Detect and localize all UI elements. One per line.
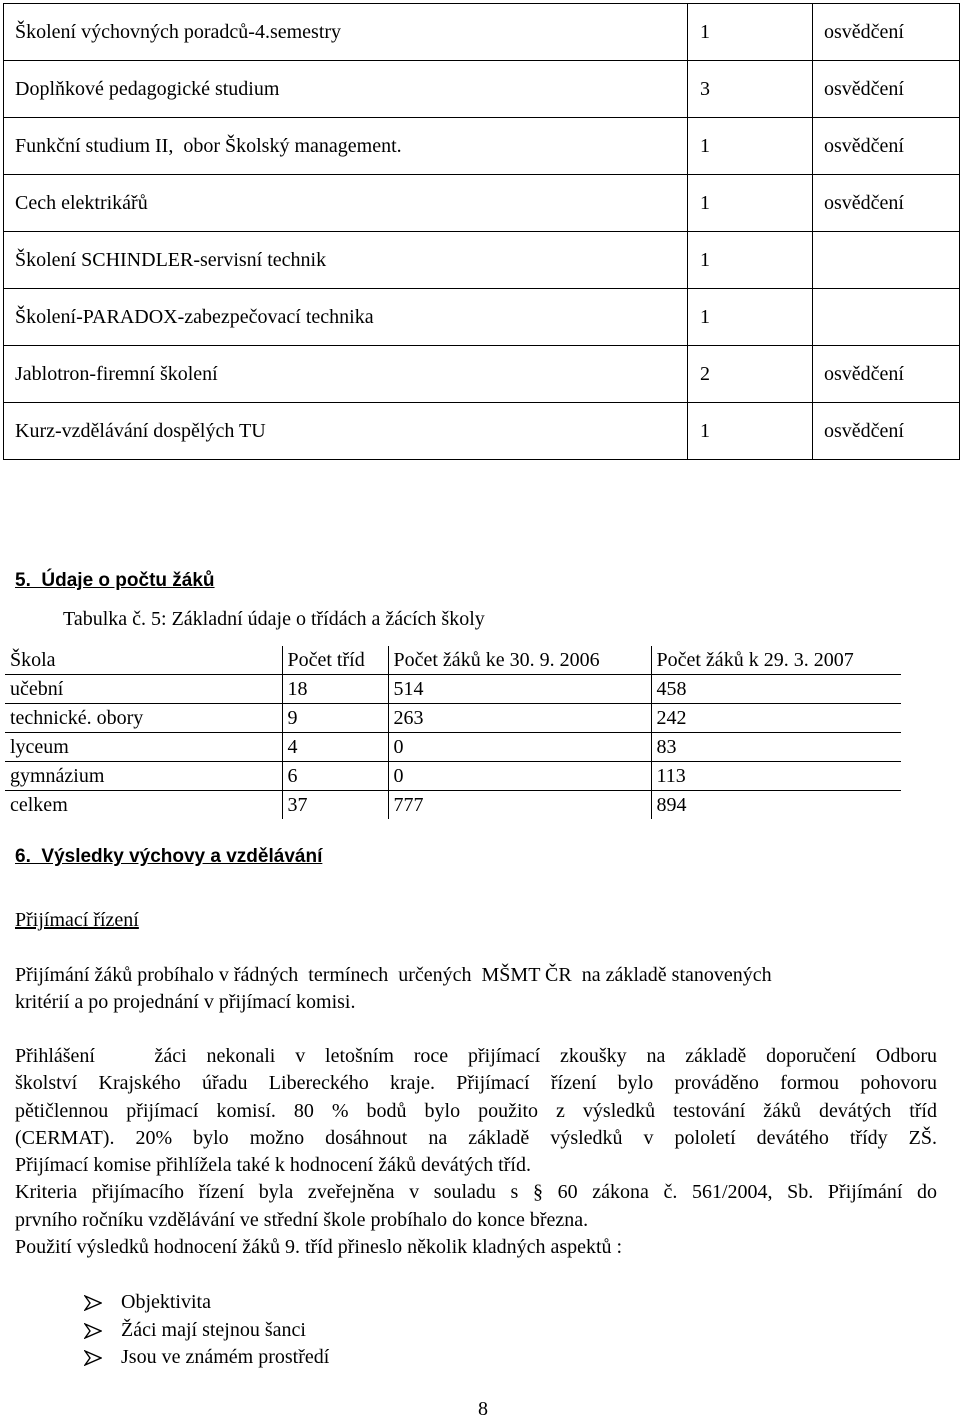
course-result: osvědčení	[813, 118, 960, 175]
table-row	[4, 118, 960, 175]
table-cell: 894	[651, 791, 901, 820]
table-row	[5, 762, 901, 791]
list-item-text: Jsou ve známém prostředí	[121, 1346, 330, 1368]
course-result: osvědčení	[813, 175, 960, 232]
table-cell: technické. obory	[5, 704, 282, 733]
column-header: Počet žáků k 29. 3. 2007	[651, 646, 901, 675]
table-row	[5, 791, 901, 820]
course-count: 1	[688, 118, 813, 175]
table-row	[4, 346, 960, 403]
bullet-list	[84, 1289, 329, 1372]
table-row	[4, 403, 960, 460]
table-cell: gymnázium	[5, 762, 282, 791]
paragraph-line: Přijímací komise přihlížela také k hodnocení žáků devátých tříd.	[15, 1154, 531, 1177]
table-cell: 83	[651, 733, 901, 762]
course-result: osvědčení	[813, 61, 960, 118]
course-count: 1	[688, 175, 813, 232]
paragraph-line: Přihlášení žáci nekonali v letošním roce přijímací zkoušky na základě doporučení Odboru	[15, 1045, 937, 1067]
section-5-heading: 5. Údaje o počtu žáků	[15, 570, 215, 591]
course-name: Cech elektrikářů	[4, 175, 688, 232]
column-header: Počet žáků ke 30. 9. 2006	[388, 646, 651, 675]
table-row	[4, 61, 960, 118]
course-count: 1	[688, 289, 813, 346]
course-name: Doplňkové pedagogické studium	[4, 61, 688, 118]
paragraph-line: kritérií a po projednání v přijímací komisi.	[15, 991, 356, 1014]
table-cell: 0	[388, 762, 651, 791]
table-cell: 6	[282, 762, 388, 791]
table-cell: 4	[282, 733, 388, 762]
paragraph-line: školství Krajského úřadu Libereckého kraje. Přijímací řízení bylo prováděno formou pohovoru	[15, 1072, 937, 1095]
table-row	[5, 733, 901, 762]
table-caption: Tabulka č. 5: Základní údaje o třídách a žácích školy	[63, 608, 485, 630]
course-count: 2	[688, 346, 813, 403]
table-cell: učební	[5, 675, 282, 704]
list-item	[84, 1317, 329, 1345]
table-cell: 113	[651, 762, 901, 791]
course-result	[813, 289, 960, 346]
admission-subheading: Přijímací řízení	[15, 909, 139, 931]
table-row	[4, 175, 960, 232]
arrow-bullet-icon	[84, 1323, 102, 1339]
table-cell: lyceum	[5, 733, 282, 762]
arrow-bullet-icon	[84, 1295, 102, 1311]
course-result: osvědčení	[813, 403, 960, 460]
course-name: Kurz-vzdělávání dospělých TU	[4, 403, 688, 460]
table-cell: 458	[651, 675, 901, 704]
paragraph-line: (CERMAT). 20% bylo možno dosáhnout na základě výsledků v pololetí devátého třídy ZŠ.	[15, 1126, 937, 1149]
course-name: Školení výchovných poradců-4.semestry	[4, 4, 688, 61]
list-item	[84, 1344, 329, 1372]
table-cell: 242	[651, 704, 901, 733]
training-table	[3, 3, 960, 460]
course-result: osvědčení	[813, 346, 960, 403]
course-result	[813, 232, 960, 289]
course-name: Školení SCHINDLER-servisní technik	[4, 232, 688, 289]
page-number: 8	[478, 1398, 488, 1420]
table-cell: 9	[282, 704, 388, 733]
table-cell: celkem	[5, 791, 282, 820]
pupils-table	[5, 646, 901, 819]
table-header-row	[5, 646, 901, 675]
paragraph-line: Kriteria přijímacího řízení byla zveřejněna v souladu s § 60 zákona č. 561/2004, Sb. Přijímání do	[15, 1181, 937, 1204]
paragraph-line: Přijímání žáků probíhalo v řádných termínech určených MŠMT ČR na základě stanovených	[15, 964, 772, 986]
table-cell: 37	[282, 791, 388, 820]
table-cell: 0	[388, 733, 651, 762]
paragraph-line: pětičlennou přijímací komisí. 80 % bodů bylo použito z výsledků testování žáků devátých tříd	[15, 1099, 937, 1122]
table-row	[4, 289, 960, 346]
course-count: 3	[688, 61, 813, 118]
list-item	[84, 1289, 329, 1317]
list-item-text: Objektivita	[121, 1291, 211, 1313]
paragraph-line: prvního ročníku vzdělávání ve střední škole probíhalo do konce března.	[15, 1208, 589, 1231]
course-count: 1	[688, 403, 813, 460]
course-count: 1	[688, 4, 813, 61]
column-header: Počet tříd	[282, 646, 388, 675]
table-cell: 263	[388, 704, 651, 733]
section-6-heading: 6. Výsledky výchovy a vzdělávání	[15, 846, 323, 867]
paragraph-1	[15, 962, 937, 1017]
course-name: Školení-PARADOX-zabezpečovací technika	[4, 289, 688, 346]
table-row	[5, 675, 901, 704]
course-name: Funkční studium II, obor Školský management.	[4, 118, 688, 175]
paragraph-line: Použití výsledků hodnocení žáků 9. tříd přineslo několik kladných aspektů :	[15, 1236, 623, 1259]
list-item-text: Žáci mají stejnou šanci	[121, 1318, 306, 1341]
course-result: osvědčení	[813, 4, 960, 61]
course-count: 1	[688, 232, 813, 289]
arrow-bullet-icon	[84, 1350, 102, 1366]
table-row	[5, 704, 901, 733]
paragraph-2	[15, 1043, 937, 1261]
table-row	[4, 232, 960, 289]
column-header: Škola	[10, 648, 56, 671]
course-name: Jablotron-firemní školení	[4, 346, 688, 403]
table-cell: 514	[388, 675, 651, 704]
table-cell: 777	[388, 791, 651, 820]
table-row	[4, 4, 960, 61]
table-cell: 18	[282, 675, 388, 704]
